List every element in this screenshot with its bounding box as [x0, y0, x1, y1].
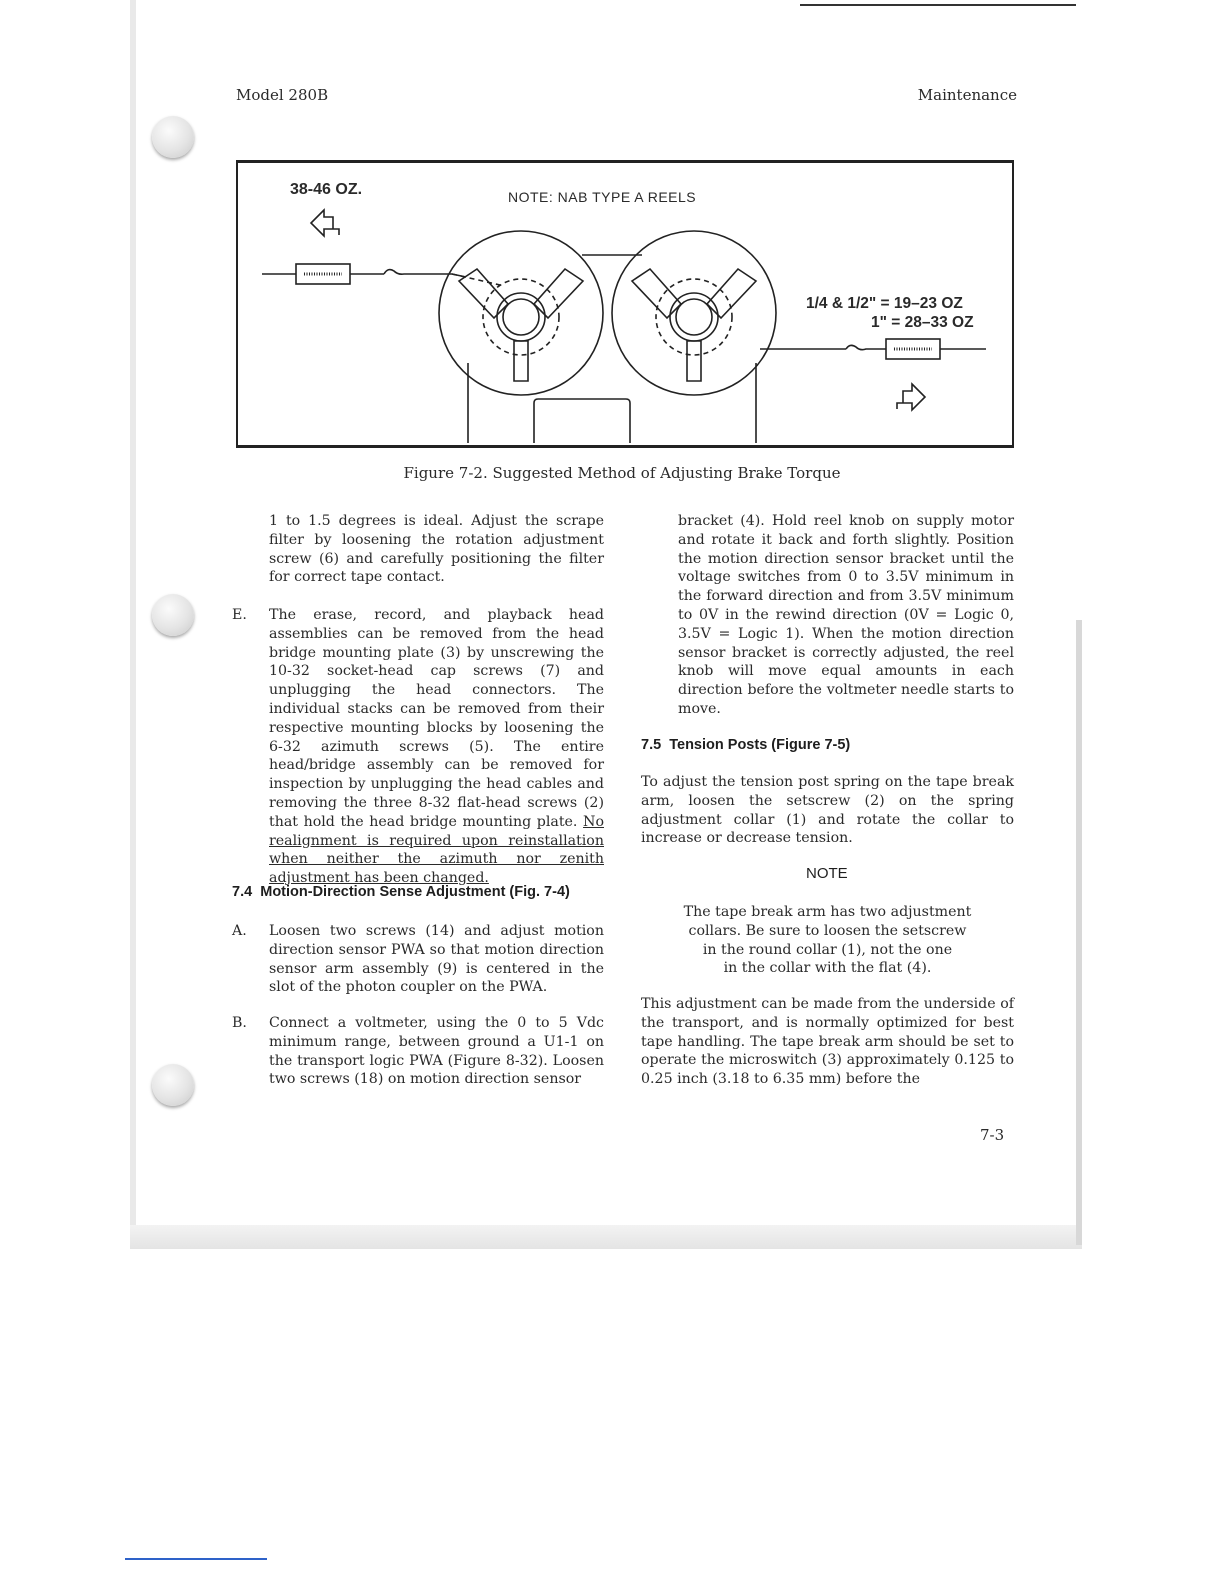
punch-hole-bottom: [152, 1064, 194, 1106]
item-e-text: The erase, record, and playback head assemblies can be removed from the head bridge mounting plate (3) by unscrewing the 10-32 socket-head cap screws (7) and unplugging the head connectors. The individual stacks can be removed from their respective mounting blocks by loosening the 6-32 azimuth screws (5). The entire head/bridge assembly can be removed for inspection by unplugging the head cables and removing the three 8-32 flat-head screws (2) that hold the head bridge mounting plate.: [269, 607, 604, 830]
transport-body-lines: [468, 363, 756, 443]
left-force-label: 38-46 OZ.: [290, 181, 363, 198]
figure-caption: Figure 7-2. Suggested Method of Adjusting Brake Torque: [403, 464, 841, 482]
left-reel-spoke-2: [534, 269, 583, 318]
section-7-5-title: Tension Posts (Figure 7-5): [669, 737, 851, 753]
header-section: Maintenance: [917, 86, 1017, 104]
right-force-label-a: 1/4 & 1/2" = 19–23 OZ: [806, 295, 963, 312]
punch-hole-top: [152, 116, 194, 158]
section-7-5-number: 7.5: [641, 737, 662, 753]
note-body: [641, 903, 1014, 978]
left-arrow-icon: [311, 210, 339, 236]
item-b-letter: B.: [232, 1015, 247, 1031]
right-reel-spoke-3: [687, 341, 701, 381]
right-force-label-b: 1" = 28–33 OZ: [871, 314, 974, 331]
bottom-link-line: [125, 1558, 267, 1560]
figure-7-2: [236, 160, 1014, 448]
item-a-letter: A.: [232, 923, 247, 939]
left-para-1: 1 to 1.5 degrees is ideal. Adjust the scrape filter by loosening the rotation adjustment screw (6) and carefully positioning the filter for correct tape contact.: [269, 513, 604, 586]
header-model: Model 280B: [236, 86, 329, 104]
note-line-2: collars. Be sure to loosen the setscrew: [688, 922, 967, 939]
item-a-body: Loosen two screws (14) and adjust motion direction sensor PWA so that motion direction sensor arm assembly (9) is centered in the slot of the photon coupler on the PWA.: [269, 923, 604, 996]
item-e-body: [269, 606, 604, 888]
reel-type-note: NOTE: NAB TYPE A REELS: [508, 189, 697, 205]
right-para-3: This adjustment can be made from the underside of the transport, and is normally optimized for best tape handling. The tape break arm should be set to operate the microswitch (3) approximately 0.125 to 0.25 inch (3.18 to 6.35 mm) before the: [641, 996, 1014, 1088]
head-cover: [534, 399, 630, 443]
page-right-edge: [1076, 620, 1082, 1245]
item-e-letter: E.: [232, 607, 247, 623]
left-reel-spoke-1: [459, 269, 508, 318]
top-rule: [800, 4, 1076, 6]
right-reel-spoke-1: [632, 269, 681, 318]
section-7-5-heading: [641, 737, 850, 753]
right-reel-spoke-2: [707, 269, 756, 318]
left-reel: [439, 231, 603, 395]
note-line-1: The tape break arm has two adjustment: [683, 904, 972, 920]
note-heading: NOTE: [806, 865, 848, 882]
right-arrow-icon: [897, 384, 925, 410]
section-7-4-number: 7.4: [232, 884, 253, 900]
note-line-4: in the collar with the flat (4).: [723, 960, 932, 977]
right-para-2: To adjust the tension post spring on the tape break arm, loosen the setscrew (2) on the spring adjustment collar (1) and rotate the collar to increase or decrease tension.: [641, 774, 1014, 847]
section-7-4-heading: [232, 884, 570, 900]
left-reel-spoke-3: [514, 341, 528, 381]
section-7-4-title: Motion-Direction Sense Adjustment (Fig. 7-4): [260, 884, 570, 900]
page-number: 7-3: [980, 1126, 1005, 1144]
page-bottom-edge: [130, 1225, 1082, 1249]
punch-hole-middle: [152, 594, 194, 636]
note-line-3: in the round collar (1), not the one: [702, 941, 953, 958]
right-scale-hook: [760, 345, 886, 349]
item-e-underlined: No realignment is required upon reinstallation when neither the azimuth nor zenith adjustment has been changed.: [269, 813, 604, 887]
right-para-1: bracket (4). Hold reel knob on supply motor and rotate it back and forth slightly. Position the motion direction sensor bracket until the voltage switches from 0 to 3.5V minimum in the forward direction and from 3.5V minimum to 0V in the rewind direction (0V = Logic 0, 3.5V = Logic 1). When the motion direction sensor bracket is correctly adjusted, the reel knob will move equal amounts in each direction before the voltmeter needle starts to move.: [678, 513, 1014, 717]
item-b-body: Connect a voltmeter, using the 0 to 5 Vdc minimum range, between ground a U1-1 on the transport logic PWA (Figure 8-32). Loosen two screws (18) on motion direction sensor: [269, 1015, 604, 1088]
